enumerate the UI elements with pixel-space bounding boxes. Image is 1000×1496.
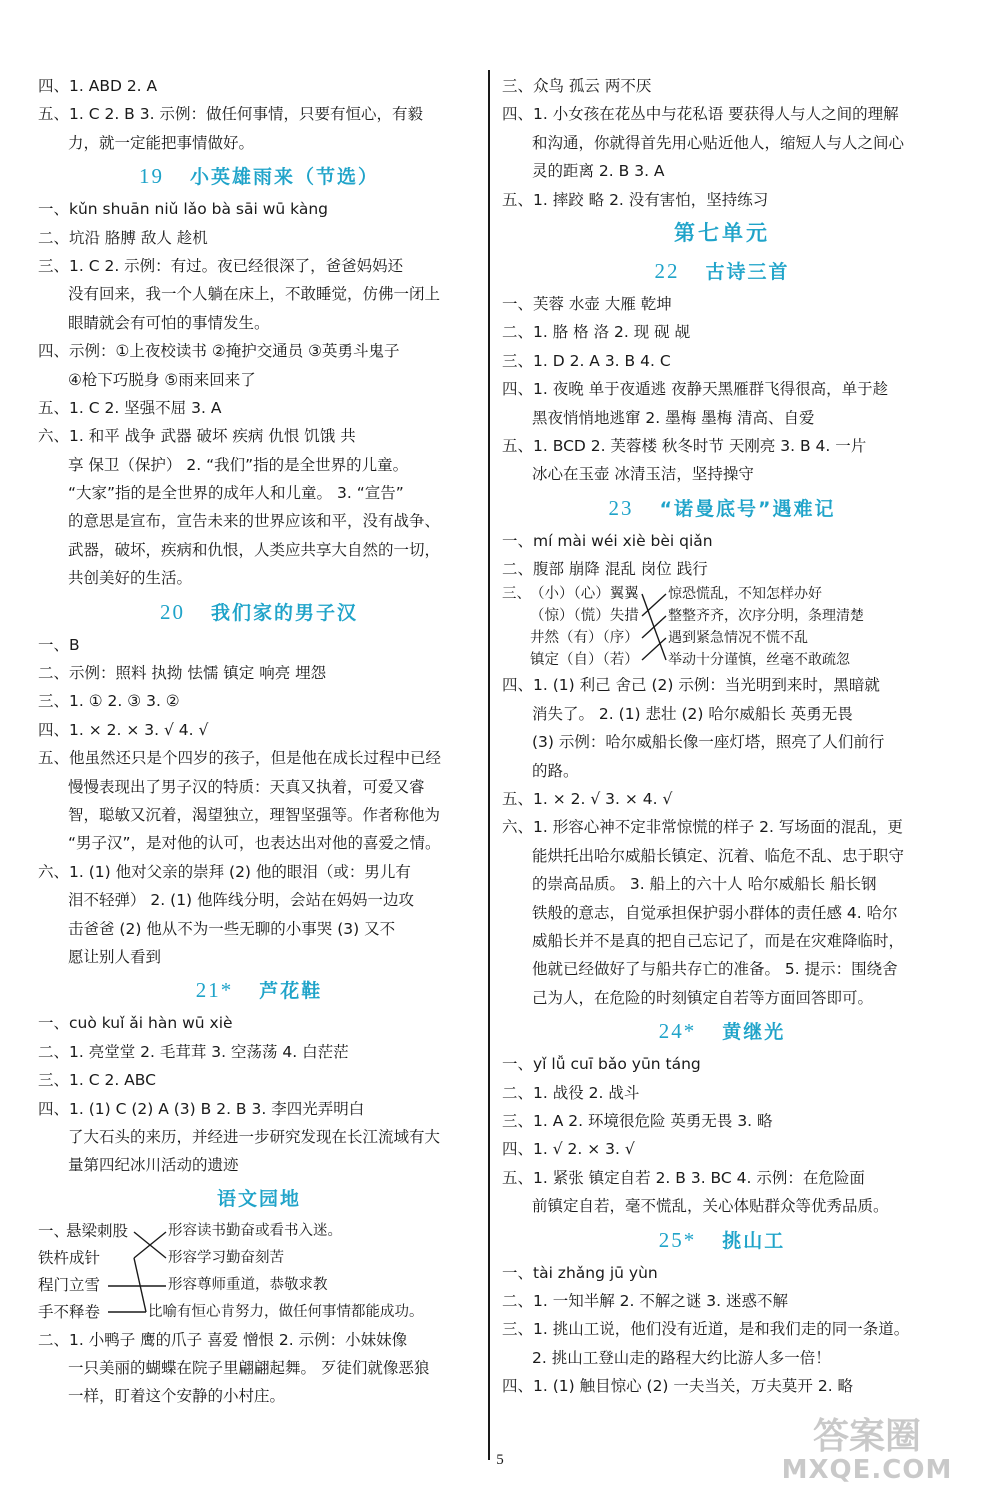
text-line: 六、1. 形容心神不定非常惊慌的样子 2. 写场面的混乱，更 bbox=[502, 818, 903, 837]
match-right-item: 惊恐慌乱，不知怎样办好 bbox=[668, 586, 822, 603]
text-line: 六、1. 和平 战争 武器 破坏 疾病 仇恨 饥饿 共 bbox=[38, 427, 356, 446]
text-line: 六、1. (1) 他对父亲的崇拜 (2) 他的眼泪（或：男儿有 bbox=[38, 862, 411, 881]
left-column bbox=[38, 72, 480, 1411]
section-name: 黄继光 bbox=[722, 1021, 786, 1044]
text-line: 黑夜悄悄地逃窜 2. 墨梅 墨梅 清高、自爱 bbox=[532, 408, 815, 427]
watermark-brand: 答案圈 bbox=[812, 1416, 922, 1457]
section-name: 芦花鞋 bbox=[259, 980, 323, 1003]
section-title-19 bbox=[38, 157, 480, 195]
match-left-item: 镇定（自）（若） bbox=[530, 652, 639, 669]
text-line: 三、1. A 2. 环境很危险 英勇无畏 3. 略 bbox=[502, 1111, 773, 1130]
text-line: 冰心在玉壶 冰清玉洁，坚持操守 bbox=[532, 465, 754, 484]
text-line: 一、B bbox=[38, 635, 80, 654]
section-number: 24* bbox=[658, 1019, 697, 1044]
match-left-item: 悬梁刺股 bbox=[66, 1221, 129, 1240]
text-line: 二、1. 亮堂堂 2. 毛茸茸 3. 空荡荡 4. 白茫茫 bbox=[38, 1042, 349, 1061]
text-line: 四、示例：①上夜校读书 ②掩护交通员 ③英勇斗鬼子 bbox=[38, 342, 400, 361]
match-right-item: 形容学习勤奋刻苦 bbox=[168, 1249, 284, 1266]
page-number: 5 bbox=[496, 1452, 504, 1468]
item-prefix: 三、 bbox=[502, 586, 531, 603]
text-line: 五、1. 摔跤 略 2. 没有害怕，坚持练习 bbox=[502, 190, 769, 209]
match-right-item: 举动十分谨慎，丝毫不敢疏忽 bbox=[668, 652, 850, 669]
section-title-20 bbox=[38, 593, 480, 631]
text-line: 一、mí mài wéi xiè bèi qiǎn bbox=[502, 531, 713, 550]
match-left-item: 程门立雪 bbox=[38, 1275, 101, 1294]
text-line: 智，聪敏又沉着，渴望独立，理智坚强等。作者称他为 bbox=[68, 805, 441, 824]
text-line: 五、1. × 2. √ 3. × 4. √ bbox=[502, 790, 673, 809]
text-line: 2. 挑山工登山走的路程大约比游人多一倍！ bbox=[532, 1348, 831, 1367]
text-line: 没有回来，我一个人躺在床上，不敢睡觉，仿佛一闭上 bbox=[68, 285, 441, 304]
text-line: 五、1. C 2. B 3. 示例：做任何事情，只要有恒心，有毅 bbox=[38, 105, 423, 124]
section-name: “诺曼底号”遇难记 bbox=[659, 497, 836, 520]
matching-exercise-phrases bbox=[502, 583, 942, 671]
text-line: 二、1. 战役 2. 战斗 bbox=[502, 1083, 640, 1102]
text-line: 二、1. 一知半解 2. 不解之谜 3. 迷惑不解 bbox=[502, 1291, 789, 1310]
unit-title bbox=[502, 214, 942, 252]
text-line: 一、yǐ lǚ cuī bǎo yūn táng bbox=[502, 1055, 701, 1074]
section-name: 小英雄雨来（节选） bbox=[189, 166, 379, 189]
section-title-23 bbox=[502, 489, 942, 527]
text-line: 享 保卫（保护） 2. “我们”指的是全世界的儿童。 bbox=[68, 455, 409, 474]
text-line: 三、1. C 2. ABC bbox=[38, 1071, 156, 1090]
section-title-21 bbox=[38, 971, 480, 1009]
text-line: 量第四纪冰川活动的遗迹 bbox=[68, 1156, 239, 1175]
text-line: 四、1. (1) 触目惊心 (2) 一夫当关，万夫莫开 2. 略 bbox=[502, 1377, 854, 1396]
text-line: 二、示例：照料 执拗 怯懦 镇定 响亮 埋怨 bbox=[38, 664, 327, 683]
section-title-25 bbox=[502, 1221, 942, 1259]
text-line: 一、kǔn shuān niǔ lǎo bà sāi wū kàng bbox=[38, 200, 328, 219]
text-line: 四、1. 夜晚 单于夜遁逃 夜静天黑雁群飞得很高，单于趁 bbox=[502, 380, 889, 399]
matching-lines bbox=[38, 1218, 480, 1326]
text-line: 和沟通，你就得首先用心贴近他人，缩短人与人之间心 bbox=[532, 133, 905, 152]
section-name: 我们家的男子汉 bbox=[210, 601, 358, 624]
text-line: 己为人，在危险的时刻镇定自若等方面回答即可。 bbox=[532, 988, 874, 1007]
match-left-item: （惊）（慌）失措 bbox=[530, 608, 639, 625]
match-right-item: 遇到紧急情况不慌不乱 bbox=[668, 630, 808, 647]
text-line: 力，就一定能把事情做好。 bbox=[68, 133, 255, 152]
text-line: 了大石头的来历，并经进一步研究发现在长江流域有大 bbox=[68, 1127, 441, 1146]
match-right-item: 比喻有恒心肯努力，做任何事情都能成功。 bbox=[148, 1303, 424, 1320]
watermark-logo-icon bbox=[752, 1408, 982, 1486]
text-line: 击爸爸 (2) 他从不为一些无聊的小事哭 (3) 又不 bbox=[68, 919, 396, 938]
text-line: 灵的距离 2. B 3. A bbox=[532, 162, 665, 181]
matching-lines bbox=[502, 583, 942, 671]
section-number: 20 bbox=[159, 599, 185, 624]
match-right-item: 整整齐齐，次序分明，条理清楚 bbox=[668, 608, 864, 625]
text-line: 威船长并不是真的把自己忘记了，而是在灾难降临时， bbox=[532, 931, 905, 950]
text-line: 共创美好的生活。 bbox=[68, 569, 193, 588]
text-line: 的意思是宣布，宣告未来的世界应该和平，没有战争、 bbox=[68, 512, 441, 531]
text-line: 三、1. 挑山工说，他们没有近道，是和我们走的同一条道。 bbox=[502, 1320, 910, 1339]
section-number: 21* bbox=[195, 978, 234, 1003]
text-line: 四、1. (1) 利己 舍己 (2) 示例：当光明到来时，黑暗就 bbox=[502, 676, 880, 695]
text-line: 二、坑沿 胳膊 敌人 趁机 bbox=[38, 228, 208, 247]
text-line: 铁般的意志，自觉承担保护弱小群体的责任感 4. 哈尔 bbox=[532, 903, 898, 922]
text-line: 武器，破坏，疾病和仇恨，人类应共享大自然的一切， bbox=[68, 540, 441, 559]
section-number: 23 bbox=[608, 495, 634, 520]
text-line: 四、1. √ 2. × 3. √ bbox=[502, 1140, 635, 1159]
text-line: (3) 示例：哈尔威船长像一座灯塔，照亮了人们前行 bbox=[532, 733, 885, 752]
text-line: 他就已经做好了与船共存亡的准备。 5. 提示：围绕舍 bbox=[532, 960, 898, 979]
text-line: 消失了。 2. (1) 悲壮 (2) 哈尔威船长 英勇无畏 bbox=[532, 704, 853, 723]
section-title-garden bbox=[38, 1180, 480, 1218]
text-line: 五、1. 紧张 镇定自若 2. B 3. BC 4. 示例：在危险面 bbox=[502, 1168, 865, 1187]
text-line: 四、1. ABD 2. A bbox=[38, 77, 158, 95]
section-number: 22 bbox=[654, 258, 680, 283]
match-left-item: 井然（有）（序） bbox=[530, 630, 639, 647]
match-left-item: 手不释卷 bbox=[38, 1302, 101, 1321]
text-line: 一样，盯着这个安静的小村庄。 bbox=[68, 1387, 286, 1406]
text-line: 泪不轻弹） 2. (1) 他阵线分明，会站在妈妈一边攻 bbox=[68, 891, 415, 910]
matching-exercise-idioms bbox=[38, 1218, 480, 1326]
text-line: “大家”指的是全世界的成年人和儿童。 3. “宣告” bbox=[68, 484, 404, 503]
text-line: 眼睛就会有可怕的事情发生。 bbox=[68, 313, 270, 332]
text-line: 一、芙蓉 水壶 大雁 乾坤 bbox=[502, 294, 672, 313]
watermark-site: MXQE.COM bbox=[781, 1455, 953, 1485]
section-title-24 bbox=[502, 1012, 942, 1050]
right-column bbox=[502, 72, 942, 1400]
text-line: 四、1. (1) C (2) A (3) B 2. B 3. 李四光弄明白 bbox=[38, 1099, 365, 1118]
text-line: 五、他虽然还只是个四岁的孩子，但是他在成长过程中已经 bbox=[38, 749, 442, 768]
text-line: 愿让别人看到 bbox=[68, 947, 162, 966]
text-line: 五、1. C 2. 坚强不屈 3. A bbox=[38, 398, 222, 417]
text-line: 二、1. 胳 格 洛 2. 现 砚 觇 bbox=[502, 323, 691, 342]
column-divider bbox=[488, 70, 490, 1460]
text-line: 三、1. D 2. A 3. B 4. C bbox=[502, 351, 671, 370]
section-number: 19 bbox=[138, 164, 164, 189]
section-name: 语文园地 bbox=[216, 1187, 301, 1210]
text-line: 二、1. 小鸭子 鹰的爪子 喜爱 憎恨 2. 示例：小妹妹像 bbox=[38, 1330, 408, 1349]
text-line: 四、1. × 2. × 3. √ 4. √ bbox=[38, 720, 209, 739]
text-line: ④枪下巧脱身 ⑤雨来回来了 bbox=[68, 370, 256, 389]
text-line: 的崇高品质。 3. 船上的六十人 哈尔威船长 船长钢 bbox=[532, 875, 877, 894]
text-line: 一只美丽的蝴蝶在院子里翩翩起舞。 歹徒们就像恶狼 bbox=[68, 1359, 430, 1378]
text-line: 三、1. C 2. 示例：有过。夜已经很深了，爸爸妈妈还 bbox=[38, 256, 404, 275]
section-number: 25* bbox=[658, 1227, 697, 1252]
text-line: 三、1. ① 2. ③ 3. ② bbox=[38, 692, 180, 711]
text-line: 三、众鸟 孤云 两不厌 bbox=[502, 77, 652, 95]
text-line: 四、1. 小女孩在花丛中与花私语 要获得人与人之间的理解 bbox=[502, 105, 899, 124]
item-prefix: 一、 bbox=[38, 1221, 70, 1240]
text-line: “男子汉”，是对他的认可，也表达出对他的喜爱之情。 bbox=[68, 834, 441, 853]
match-left-item: （小）（心）翼翼 bbox=[530, 586, 639, 603]
match-right-item: 形容尊师重道，恭敬求教 bbox=[168, 1276, 328, 1293]
section-name: 古诗三首 bbox=[705, 260, 790, 283]
text-line: 五、1. BCD 2. 芙蓉楼 秋冬时节 天刚亮 3. B 4. 一片 bbox=[502, 436, 867, 455]
text-line: 的路。 bbox=[532, 761, 579, 780]
text-line: 前镇定自若，毫不慌乱，关心体贴群众等优秀品质。 bbox=[532, 1197, 889, 1216]
text-line: 一、tài zhǎng jū yùn bbox=[502, 1263, 658, 1282]
match-left-item: 铁杵成针 bbox=[38, 1248, 101, 1267]
text-line: 二、腹部 崩降 混乱 岗位 践行 bbox=[502, 560, 708, 579]
unit-name: 第七单元 bbox=[674, 220, 770, 245]
text-line: 慢慢表现出了男子汉的特质：天真又执着，可爱又睿 bbox=[68, 777, 425, 796]
text-line: 一、cuò kuǐ ǎi hàn wū xiè bbox=[38, 1014, 233, 1033]
text-line: 能烘托出哈尔威船长镇定、沉着、临危不乱、忠于职守 bbox=[532, 846, 905, 865]
match-right-item: 形容读书勤奋或看书入迷。 bbox=[168, 1222, 342, 1239]
section-title-22 bbox=[502, 252, 942, 290]
section-name: 挑山工 bbox=[722, 1229, 786, 1252]
